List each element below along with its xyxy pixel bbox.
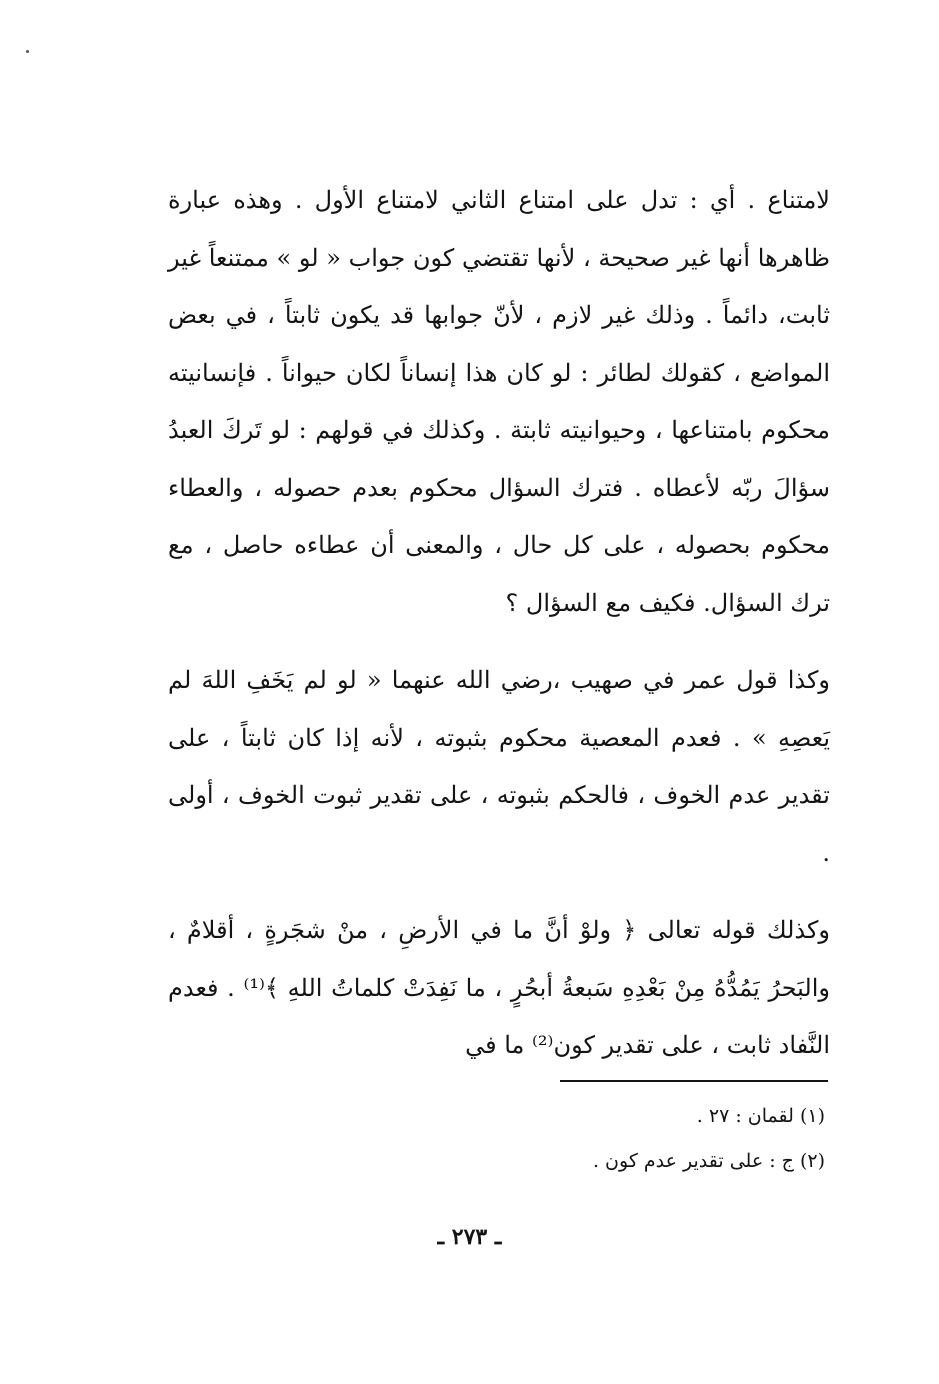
footnote-divider [560, 1080, 828, 1082]
footnotes [400, 1094, 825, 1184]
footnote-2: (٢) ج : على تقدير عدم كون . [592, 1150, 825, 1172]
paragraph-1: لامتناع . أي : تدل على امتناع الثاني لامتناع الأول . وهذه عبارة ظاهرها أنها غير صحيحة ، لأنها تقتضي كون جواب « لو » ممتنعاً غير ثابت، دائماً . وذلك غير لازم ، لأنّ جوابها قد يكون ثابتاً ، في بعض المواضع ، كقولك لطائر : لو كان هذا إنساناً لكان حيواناً . فإنسانيته محكوم بامتناعها ، وحيوانيته ثابتة . وكذلك في قولهم : لو تَركَ العبدُ سؤالَ ربّه لأعطاه . فترك السؤال محكوم بعدم حصوله ، والعطاء محكوم بحصوله ، على كل حال ، والمعنى أن عطاءه حاصل ، مع ترك السؤال. فكيف مع السؤال ؟ [168, 186, 830, 617]
paragraph-2: وكذا قول عمر في صهيب ،رضي الله عنهما « لو لم يَخَفِ اللهَ لم يَعصِهِ » . فعدم المعصية محكوم بثبوته ، لأنه إذا كان ثابتاً ، على تقدير عدم الخوف ، فالحكم بثبوته ، على تقدير ثبوت الخوف ، أولى . [168, 666, 830, 867]
page-number: ـ ٢٧٣ ـ [437, 1224, 502, 1250]
main-text [168, 172, 830, 1075]
page-speck [26, 50, 29, 53]
paragraph-3: وكذلك قوله تعالى ﴿ ولوْ أنَّ ما في الأرضِ ، منْ شجَرةٍ ، أقلامٌ ، والبَحرُ يَمُدُّهُ مِنْ بَعْدِهِ سَبعةُ أبحُرٍ ، ما نَفِدَتْ كلماتُ اللهِ ﴾⁽¹⁾ . فعدم النَّفاد ثابت ، على تقدير كون⁽²⁾ ما في [168, 916, 830, 1059]
footnote-1: (١) لقمان : ٢٧ . [696, 1105, 825, 1127]
